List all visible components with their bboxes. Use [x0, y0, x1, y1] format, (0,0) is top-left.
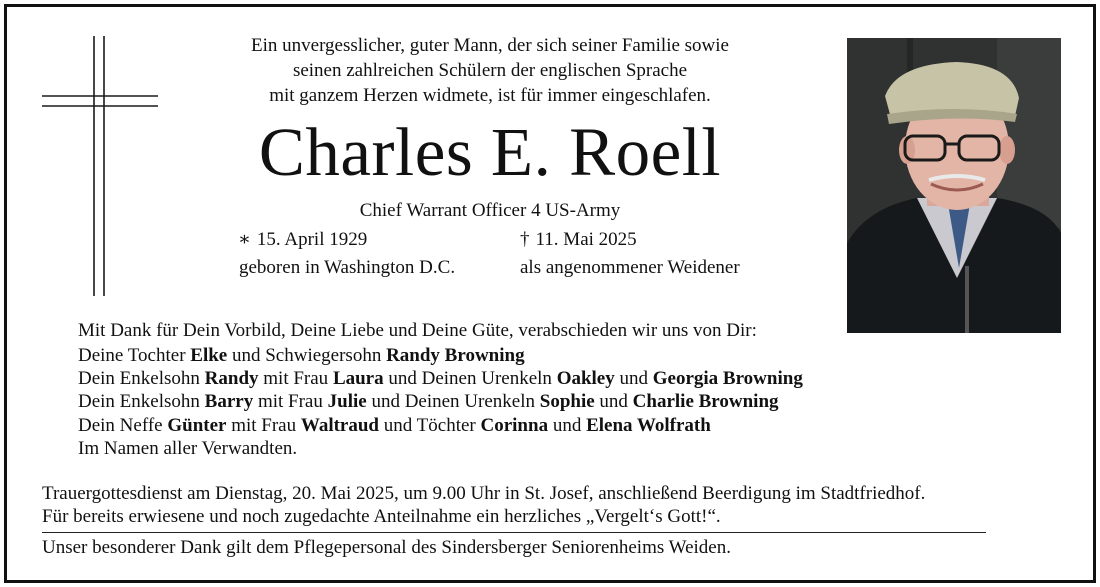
special-thanks: Unser besonderer Dank gilt dem Pflegepersonal des Sindersberger Seniorenheims Weiden. [42, 537, 731, 558]
funeral-service-line: Trauergottesdienst am Dienstag, 20. Mai 2025, um 9.00 Uhr in St. Josef, anschließend Beerdigung im Stadtfriedhof. [42, 483, 926, 504]
intro-line-2: seinen zahlreichen Schülern der englischen Sprache [292, 60, 688, 81]
deceased-name: Charles E. Roell [258, 114, 722, 190]
mourner-line-closing: Im Namen aller Verwandten. [78, 437, 298, 459]
birth-place: geboren in Washington D.C. [239, 257, 456, 278]
death-date [520, 228, 637, 252]
death-symbol: † [520, 229, 530, 250]
adopted-hometown: als angenommener Weidener [520, 257, 740, 278]
intro-text [200, 33, 780, 108]
mourners-list [78, 344, 803, 460]
intro-line-3: mit ganzem Herzen widmete, ist für immer eingeschlafen. [269, 85, 711, 106]
mourner-line: Dein Enkelsohn Randy mit Frau Laura und Deinen Urenkeln Oakley und Georgia Browning [78, 368, 803, 390]
thanks-line: Mit Dank für Dein Vorbild, Deine Liebe und Deine Güte, verabschieden wir uns von Dir: [78, 320, 757, 341]
death-date-text: 11. Mai 2025 [535, 229, 637, 250]
military-rank: Chief Warrant Officer 4 US-Army [359, 200, 621, 221]
service-info [42, 483, 925, 528]
portrait-photo [847, 38, 1061, 333]
birth-date-text: 15. April 1929 [256, 229, 368, 250]
divider [42, 532, 986, 533]
mourner-line: Dein Neffe Günter mit Frau Waltraud und Töchter Corinna und Elena Wolfrath [78, 414, 711, 436]
birth-symbol: ∗ [238, 229, 251, 250]
mourner-line: Dein Enkelsohn Barry mit Frau Julie und Deinen Urenkeln Sophie und Charlie Browning [78, 391, 779, 413]
gratitude-line: Für bereits erwiesene und noch zugedachte Anteilnahme ein herzliches „Vergelt‘s Gott!“. [42, 505, 721, 527]
mourner-line: Deine Tochter Elke und Schwiegersohn Randy Browning [78, 345, 525, 366]
cross-icon [40, 34, 160, 298]
birth-date [238, 228, 367, 252]
intro-line-1: Ein unvergesslicher, guter Mann, der sich seiner Familie sowie [251, 35, 729, 56]
